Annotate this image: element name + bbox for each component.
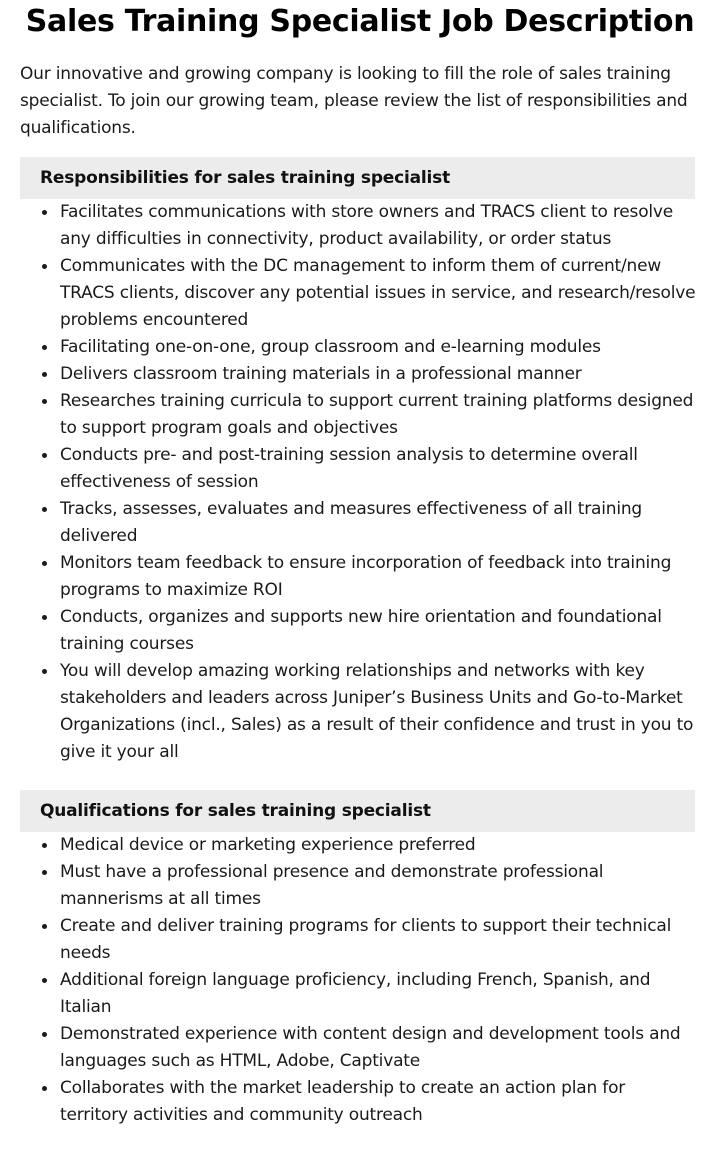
list-item: You will develop amazing working relationships and networks with key stakeholders and leaders across Juniper’s Business Units and Go-to-Market Organizations (incl., Sales) as a result of their confidence and trust in you to give it your all <box>60 658 698 766</box>
intro-paragraph: Our innovative and growing company is looking to fill the role of sales training specialist. To join our growing team, please review the list of responsibilities and qualifications. <box>20 64 688 138</box>
responsibilities-heading: Responsibilities for sales training specialist <box>20 157 695 199</box>
list-item: Communicates with the DC management to inform them of current/new TRACS clients, discover any potential issues in service, and research/resolve problems encountered <box>60 253 698 334</box>
list-item: Monitors team feedback to ensure incorporation of feedback into training programs to maximize ROI <box>60 550 698 604</box>
list-item: Facilitates communications with store owners and TRACS client to resolve any difficulties in connectivity, product availability, or order status <box>60 199 698 253</box>
list-item: Tracks, assesses, evaluates and measures effectiveness of all training delivered <box>60 496 698 550</box>
list-item: Conducts, organizes and supports new hire orientation and foundational training courses <box>60 604 698 658</box>
list-item: Researches training curricula to support current training platforms designed to support program goals and objectives <box>60 388 698 442</box>
qualifications-list <box>0 832 720 1129</box>
list-item: Must have a professional presence and demonstrate professional mannerisms at all times <box>60 859 698 913</box>
list-item: Conducts pre- and post-training session analysis to determine overall effectiveness of session <box>60 442 698 496</box>
list-item: Demonstrated experience with content design and development tools and languages such as HTML, Adobe, Captivate <box>60 1021 698 1075</box>
list-item: Collaborates with the market leadership to create an action plan for territory activities and community outreach <box>60 1075 698 1129</box>
responsibilities-list <box>0 199 720 766</box>
list-item: Delivers classroom training materials in a professional manner <box>60 361 698 388</box>
qualifications-heading: Qualifications for sales training specialist <box>20 790 695 832</box>
page-title: Sales Training Specialist Job Description <box>25 4 695 39</box>
list-item: Create and deliver training programs for clients to support their technical needs <box>60 913 698 967</box>
list-item: Medical device or marketing experience preferred <box>60 832 698 859</box>
list-item: Facilitating one-on-one, group classroom and e-learning modules <box>60 334 698 361</box>
list-item: Additional foreign language proficiency, including French, Spanish, and Italian <box>60 967 698 1021</box>
